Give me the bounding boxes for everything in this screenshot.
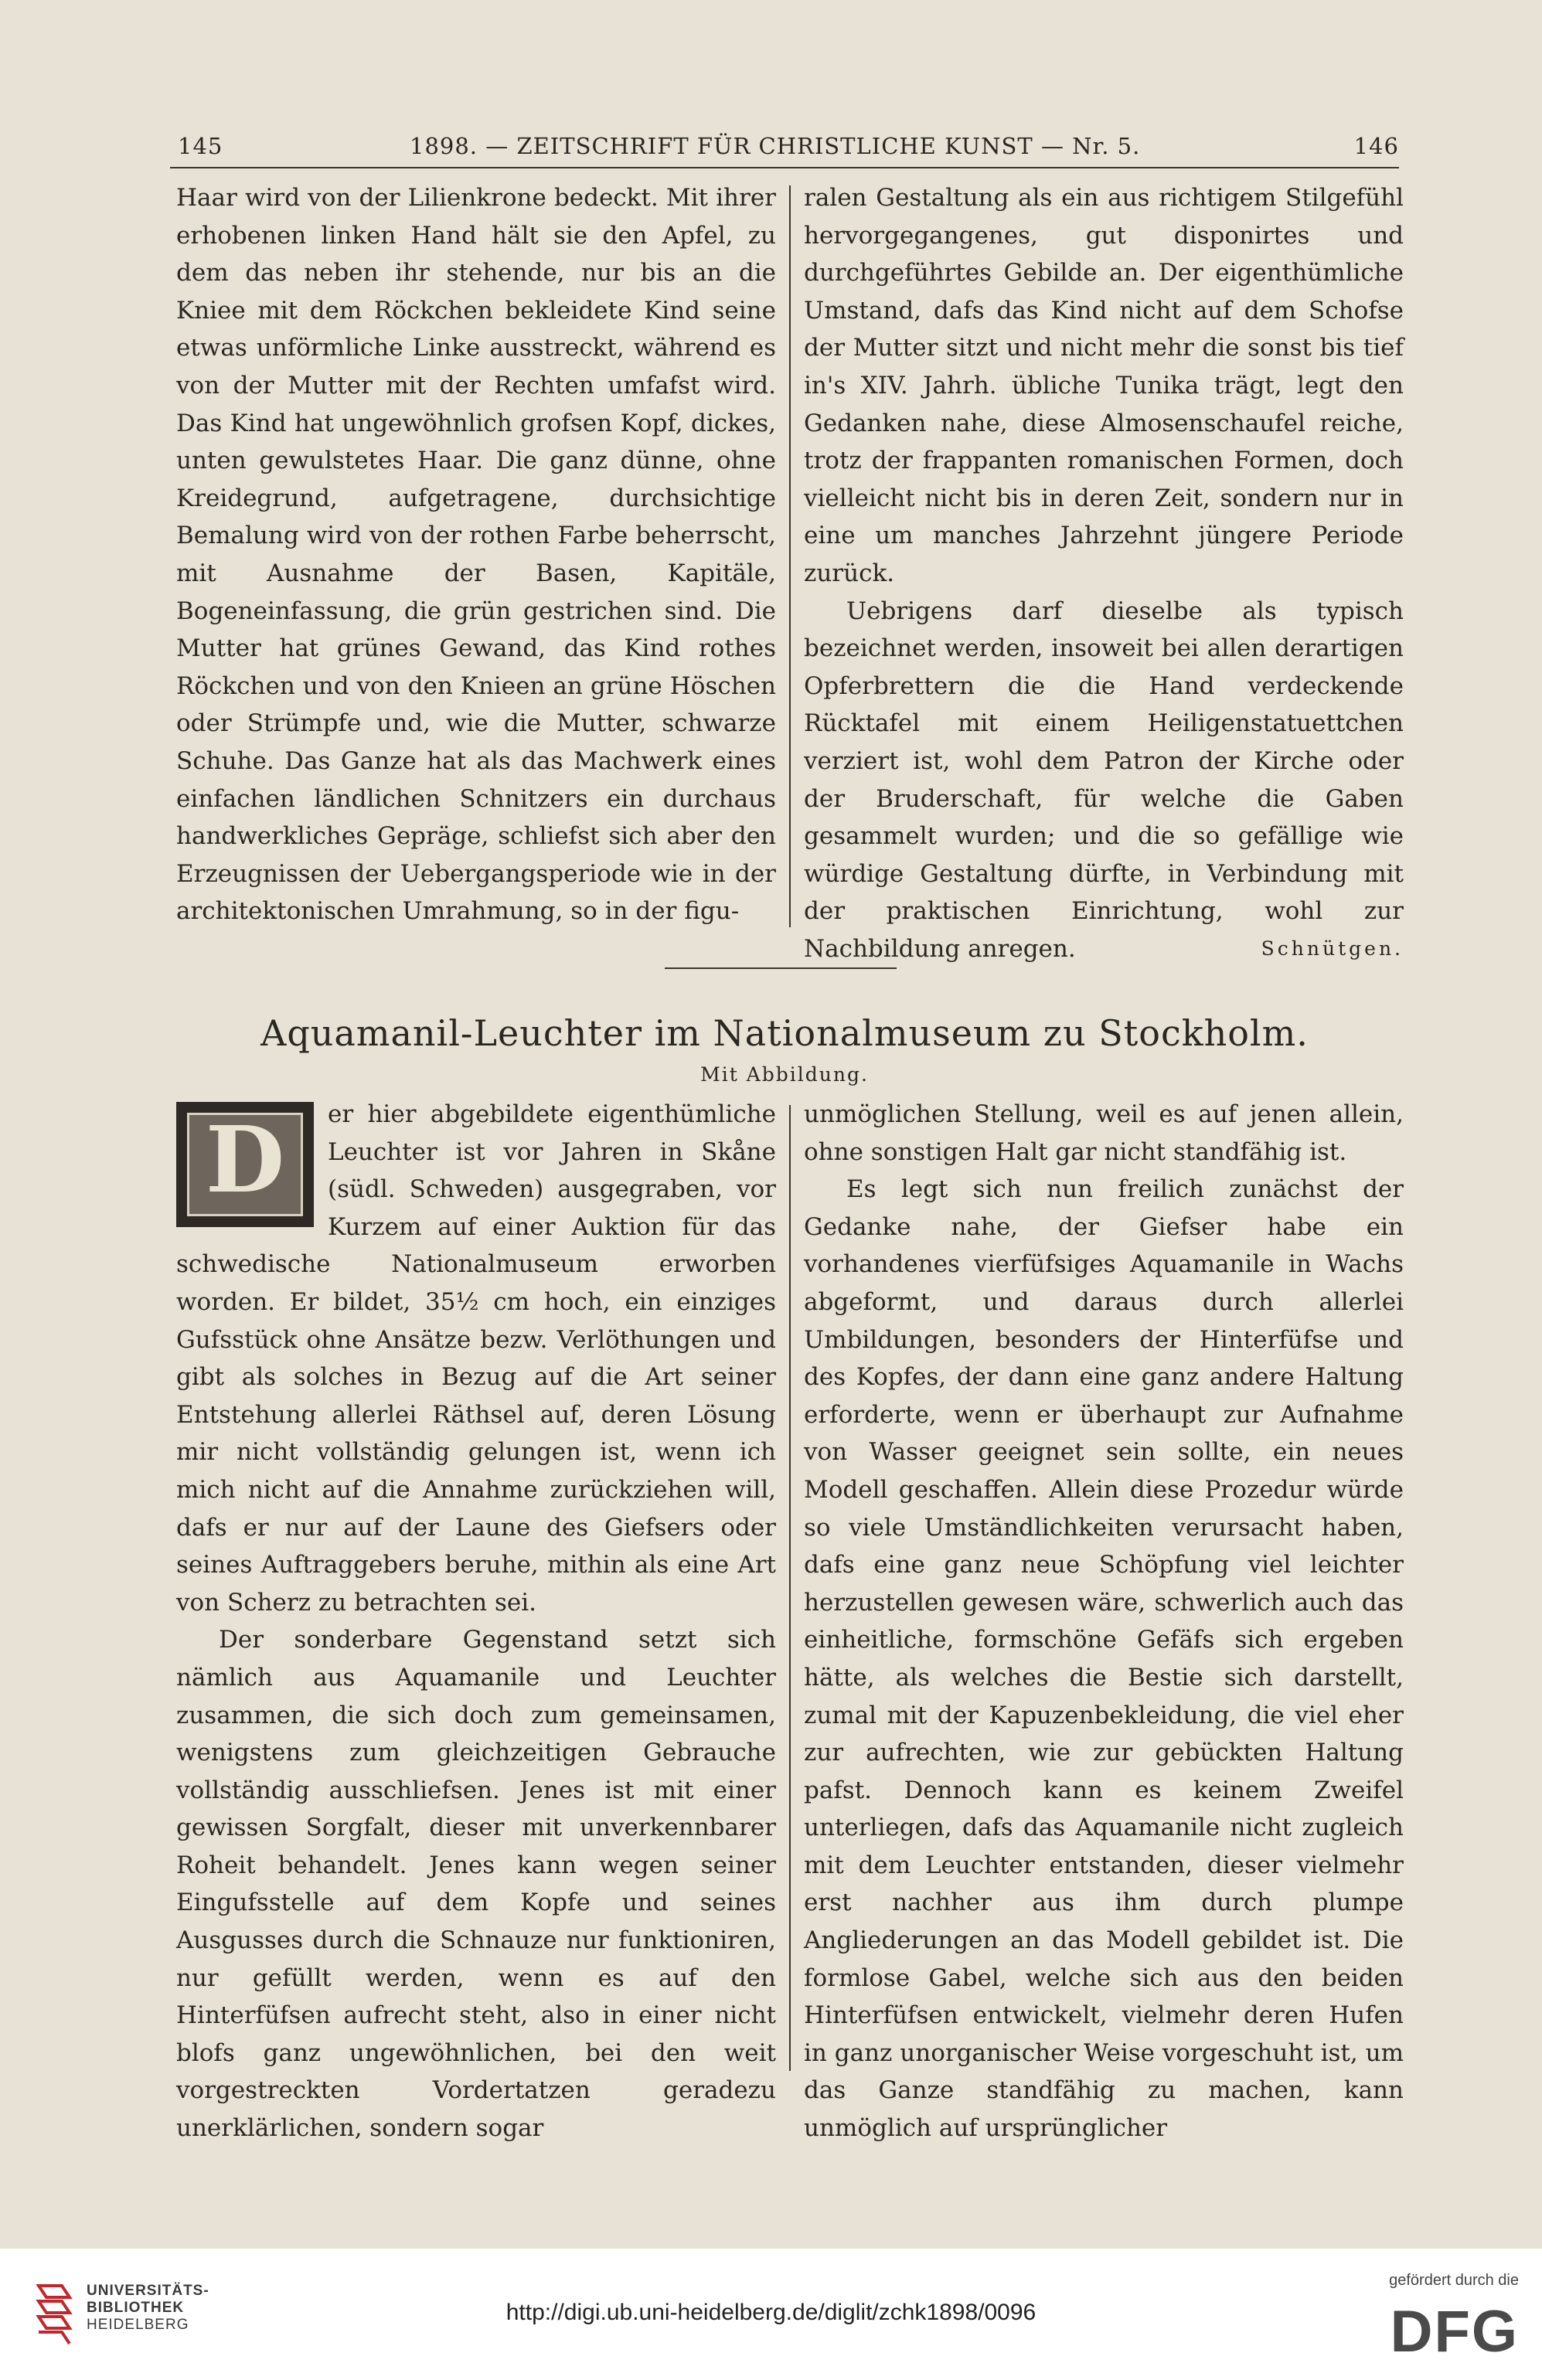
article2-right-p2: Es legt sich nun freilich zunächst der Gedanke nahe, der Giefser habe ein vorhandenes vierfüfsiges Aquamanile in Wachs abgeformt, und daraus durch allerlei Umbildungen, besonders der Hinterfüfse und des Kopfes, der dann eine ganz andere Haltung erforderte, wenn er überhaupt zur Aufnahme von Wasser geeignet sein sollte, ein neues Modell geschaffen. Allein diese Prozedur würde so viele Umständlichkeiten verursacht haben, dafs eine ganz neue Schöpfung viel leichter herzustellen gewesen wäre, schwerlich auch das einheitliche, formschöne Gefäfs sich ergeben hätte, als welches die Bestie sich darstellt, zumal mit der Kapuzenbekleidung, die viel eher zur aufrechten, wie zur gebückten Haltung pafst. Dennoch kann es keinem Zweifel unterliegen, dafs das Aquamanile nicht zugleich mit dem Leuchter entstanden, dieser vielmehr erst nachher aus ihm durch plumpe Angliederungen an das Modell gebildet ist. Die formlose Gabel, welche sich aus den beiden Hinterfüfsen entwickelt, vielmehr deren Hufen in ganz unorganischer Weise vorgeschuht ist, um das Ganze standfähig zu machen, kann unmöglich auf ursprünglicher bbox=[804, 1175, 1404, 2143]
running-title: 1898. — ZEITSCHRIFT FÜR CHRISTLICHE KUNST — Nr. 5. bbox=[410, 133, 1141, 159]
library-name: UNIVERSITÄTS- BIBLIOTHEK HEIDELBERG bbox=[87, 2283, 209, 2333]
article2-left-column bbox=[176, 1096, 776, 2147]
article1-left-column bbox=[176, 179, 776, 930]
running-header bbox=[170, 130, 1399, 168]
section-separator bbox=[665, 967, 897, 969]
article2-right-p1: unmöglichen Stellung, weil es auf jenen allein, ohne sonstigen Halt gar nicht standfähig ist. bbox=[804, 1100, 1404, 1166]
article2-title: Aquamanil-Leuchter im Nationalmuseum zu Stockholm. bbox=[260, 1012, 1309, 1054]
funding-note: gefördert durch die bbox=[1389, 2272, 1519, 2289]
article1-right-p2: Uebrigens darf dieselbe als typisch bezeichnet werden, insoweit bei allen derartigen Opferbrettern die die Hand verdeckende Rücktafel mit einem Heiligenstatuettchen verziert ist, wohl dem Patron der Kirche oder der Bruderschaft, für welche die Gaben gesammelt wurden; und die so gefällige wie würdige Gestaltung dürfte, in Verbindung mit der praktischen Einrichtung, wohl zur Nachbildung anregen. Schnütgen. bbox=[804, 593, 1404, 968]
article2-left-p1: D er hier abgebildete eigenthümliche Leuchter ist vor Jahren in Skåne (südl. Schweden) ausgegraben, vor Kurzem auf einer Auktion für das schwedische Nationalmuseum erworben worden. Er bildet, 35½ cm hoch, ein einziges Gufsstück ohne Ansätze bezw. Verlöthungen und gibt als solches in Bezug auf die Art seiner Entstehung allerlei Räthsel auf, deren Lösung mir nicht vollständig gelungen ist, wenn ich mich nicht auf die Annahme zurückziehen will, dafs er nur auf der Laune des Giefsers oder seines Auftraggebers beruhe, mithin als eine Art von Scherz zu betrachten sei. bbox=[176, 1100, 776, 1617]
column-rule-bottom bbox=[789, 1105, 791, 2071]
column-rule-top bbox=[789, 185, 791, 927]
page-number-left: 145 bbox=[178, 133, 223, 159]
dropcap-ornament bbox=[176, 1102, 314, 1227]
permalink-url[interactable]: http://digi.ub.uni-heidelberg.de/diglit/zchk1898/0096 bbox=[505, 2300, 1037, 2325]
page-number-right: 146 bbox=[1353, 133, 1399, 159]
article2-right-column bbox=[804, 1096, 1404, 2147]
author-signature: Schnütgen. bbox=[1261, 937, 1404, 960]
article1-right-p1: ralen Gestaltung als ein aus richtigem Stilgefühl hervorgegangenes, gut disponirtes und durchgeführtes Gebilde an. Der eigenthümliche Umstand, dafs das Kind nicht auf dem Schofse der Mutter sitzt und nicht mehr die sonst bis tief in's XIV. Jahrh. übliche Tunika trägt, legt den Gedanken nahe, diese Almosenschaufel reiche, trotz der frappanten romanischen Formen, doch vielleicht nicht bis in deren Zeit, sondern nur in eine um manches Jahrzehnt jüngere Periode zurück. bbox=[804, 184, 1404, 587]
article2-subtitle: Mit Abbildung. bbox=[700, 1063, 869, 1086]
dfg-logo: DFG bbox=[1390, 2299, 1519, 2365]
article1-right-column bbox=[804, 179, 1404, 967]
dropcap-letter: D bbox=[205, 1106, 285, 1213]
digitization-footer bbox=[0, 2249, 1542, 2380]
article2-left-p2: Der sonderbare Gegenstand setzt sich nämlich aus Aquamanile und Leuchter zusammen, die sich doch zum gemeinsamen, wenigstens zum gleichzeitigen Gebrauche vollständig ausschliefsen. Jenes ist mit einer gewissen Sorgfalt, dieser mit unverkennbarer Roheit behandelt. Jenes kann wegen seiner Eingufsstelle auf dem Kopfe und seines Ausgusses durch die Schnauze nur funktioniren, nur gefüllt werden, wenn es auf den Hinterfüfsen aufrecht steht, also in einer nicht blofs ganz ungewöhnlichen, bei den weit vorgestreckten Vordertatzen geradezu unerklärlichen, sondern sogar bbox=[176, 1626, 776, 2143]
article1-left-text: Haar wird von der Lilienkrone bedeckt. Mit ihrer erhobenen linken Hand hält sie den Apfel, zu dem das neben ihr stehende, nur bis an die Kniee mit dem Röckchen bekleidete Kind seine etwas unförmliche Linke ausstreckt, während es von der Mutter mit der Rechten umfafst wird. Das Kind hat ungewöhnlich grofsen Kopf, dickes, unten gewulstetes Haar. Die ganz dünne, ohne Kreidegrund, aufgetragene, durchsichtige Bemalung wird von der rothen Farbe beherrscht, mit Ausnahme der Basen, Kapitäle, Bogeneinfassung, die grün gestrichen sind. Die Mutter hat grünes Gewand, das Kind rothes Röckchen und von den Knieen an grüne Höschen oder Strümpfe und, wie die Mutter, schwarze Schuhe. Das Ganze hat als das Machwerk eines einfachen ländlichen Schnitzers ein durchaus handwerkliches Gepräge, schliefst sich aber den Erzeugnissen der Uebergangsperiode wie in der architektonischen Umrahmung, so in der figu- bbox=[176, 184, 776, 926]
